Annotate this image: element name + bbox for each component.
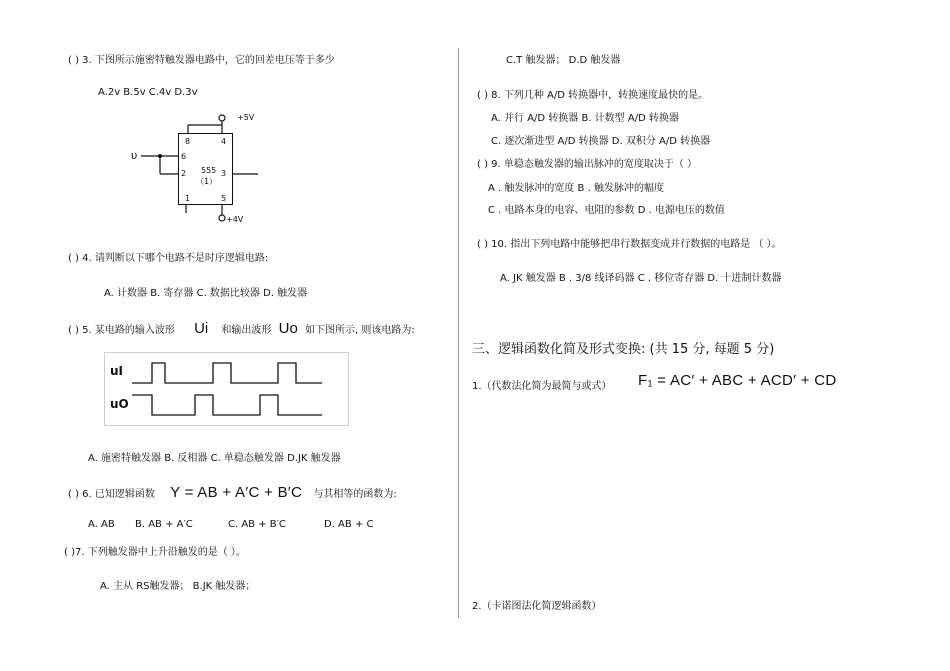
- q9-row1: A . 触发脉冲的宽度 B . 触发脉冲的幅度: [488, 183, 664, 194]
- q5-suffix: 如下图所示, 则该电路为:: [305, 325, 415, 336]
- q10-options: A. JK 触发器 B . 3/8 线译码器 C . 移位寄存器 D. 十进制计数器: [500, 273, 782, 284]
- q8-row1: A. 并行 A/D 转换器 B. 计数型 A/D 转换器: [491, 113, 679, 124]
- q6-opt-b: B. AB + A′C: [135, 519, 193, 530]
- q8-row2: C. 逐次渐进型 A/D 转换器 D. 双积分 A/D 转换器: [491, 136, 711, 147]
- pin-6: 6: [181, 152, 187, 161]
- vco-label: +4V: [226, 215, 244, 224]
- wave-in-label: uI: [110, 364, 124, 378]
- q9-row2: C . 电路本身的电容、电阻的参数 D . 电源电压的数值: [488, 205, 725, 216]
- section3-q1-formula: F₁ = AC′ + ABC + ACD′ + CD: [638, 372, 837, 389]
- q5-ui: Ui: [194, 320, 209, 337]
- q6-prefix: ( ) 6. 已知逻辑函数: [68, 489, 155, 500]
- q6-opt-a: A. AB: [88, 519, 115, 530]
- q6-suffix: 与其相等的函数为:: [313, 489, 397, 500]
- pin-2: 2: [181, 169, 187, 178]
- q3-stem: ( ) 3. 下图所示施密特触发器电路中，它的回差电压等于多少: [68, 55, 335, 66]
- output-waveform: [132, 395, 322, 415]
- q6-opt-c: C. AB + B′C: [228, 519, 286, 530]
- q6-formula: Y = AB + A′C + B′C: [170, 484, 303, 501]
- q4-options: A. 计数器 B. 寄存器 C. 数据比较器 D. 触发器: [104, 288, 308, 299]
- q5-mid: 和输出波形: [221, 325, 272, 336]
- q6-opt-d: D. AB + C: [324, 519, 374, 530]
- section3-q2-text: 2.（卡诺图法化简逻辑函数）: [472, 601, 602, 612]
- q3-options: A.2v B.5v C.4v D.3v: [98, 87, 198, 98]
- q5-uo: Uo: [278, 320, 298, 337]
- chip-sub: （1）: [196, 177, 218, 186]
- pin-5: 5: [221, 194, 227, 203]
- chip-name: 555: [201, 166, 217, 175]
- pin-1: 1: [185, 194, 191, 203]
- q7-stem: ( )7. 下列触发器中上升沿触发的是（ ）。: [64, 547, 246, 558]
- pin-8: 8: [185, 137, 191, 146]
- q5-options: A. 施密特触发器 B. 反相器 C. 单稳态触发器 D.JK 触发器: [88, 453, 341, 464]
- vcc-label: +5V: [237, 113, 255, 122]
- q8-stem: ( ) 8. 下列几种 A/D 转换器中，转换速度最快的是。: [477, 90, 709, 101]
- q7-options-ab: A. 主从 RS触发器； B.JK 触发器；: [100, 581, 256, 592]
- wave-out-label: uO: [110, 397, 129, 411]
- section3-q1-text: 1.（代数法化简为最简与或式）: [472, 381, 612, 392]
- q10-stem: ( ) 10. 指出下列电路中能够把串行数据变成并行数据的电路是 （ ）。: [477, 239, 782, 250]
- q9-stem: ( ) 9. 单稳态触发器的输出脉冲的宽度取决于（ ）: [477, 159, 698, 170]
- section3-title: 三、逻辑函数化简及形式变换: (共 15 分, 每题 5 分): [472, 342, 775, 357]
- pin-3: 3: [221, 169, 227, 178]
- circuit-input-label: υ: [131, 149, 138, 162]
- pin-4: 4: [221, 137, 227, 146]
- q4-stem: ( ) 4. 请判断以下哪个电路不是时序逻辑电路:: [68, 253, 269, 264]
- q7-options-cd: C.T 触发器； D.D 触发器: [506, 55, 621, 66]
- q6-stem: [68, 484, 397, 501]
- input-waveform: [132, 363, 322, 383]
- q5-prefix: ( ) 5. 某电路的输入波形: [68, 325, 175, 336]
